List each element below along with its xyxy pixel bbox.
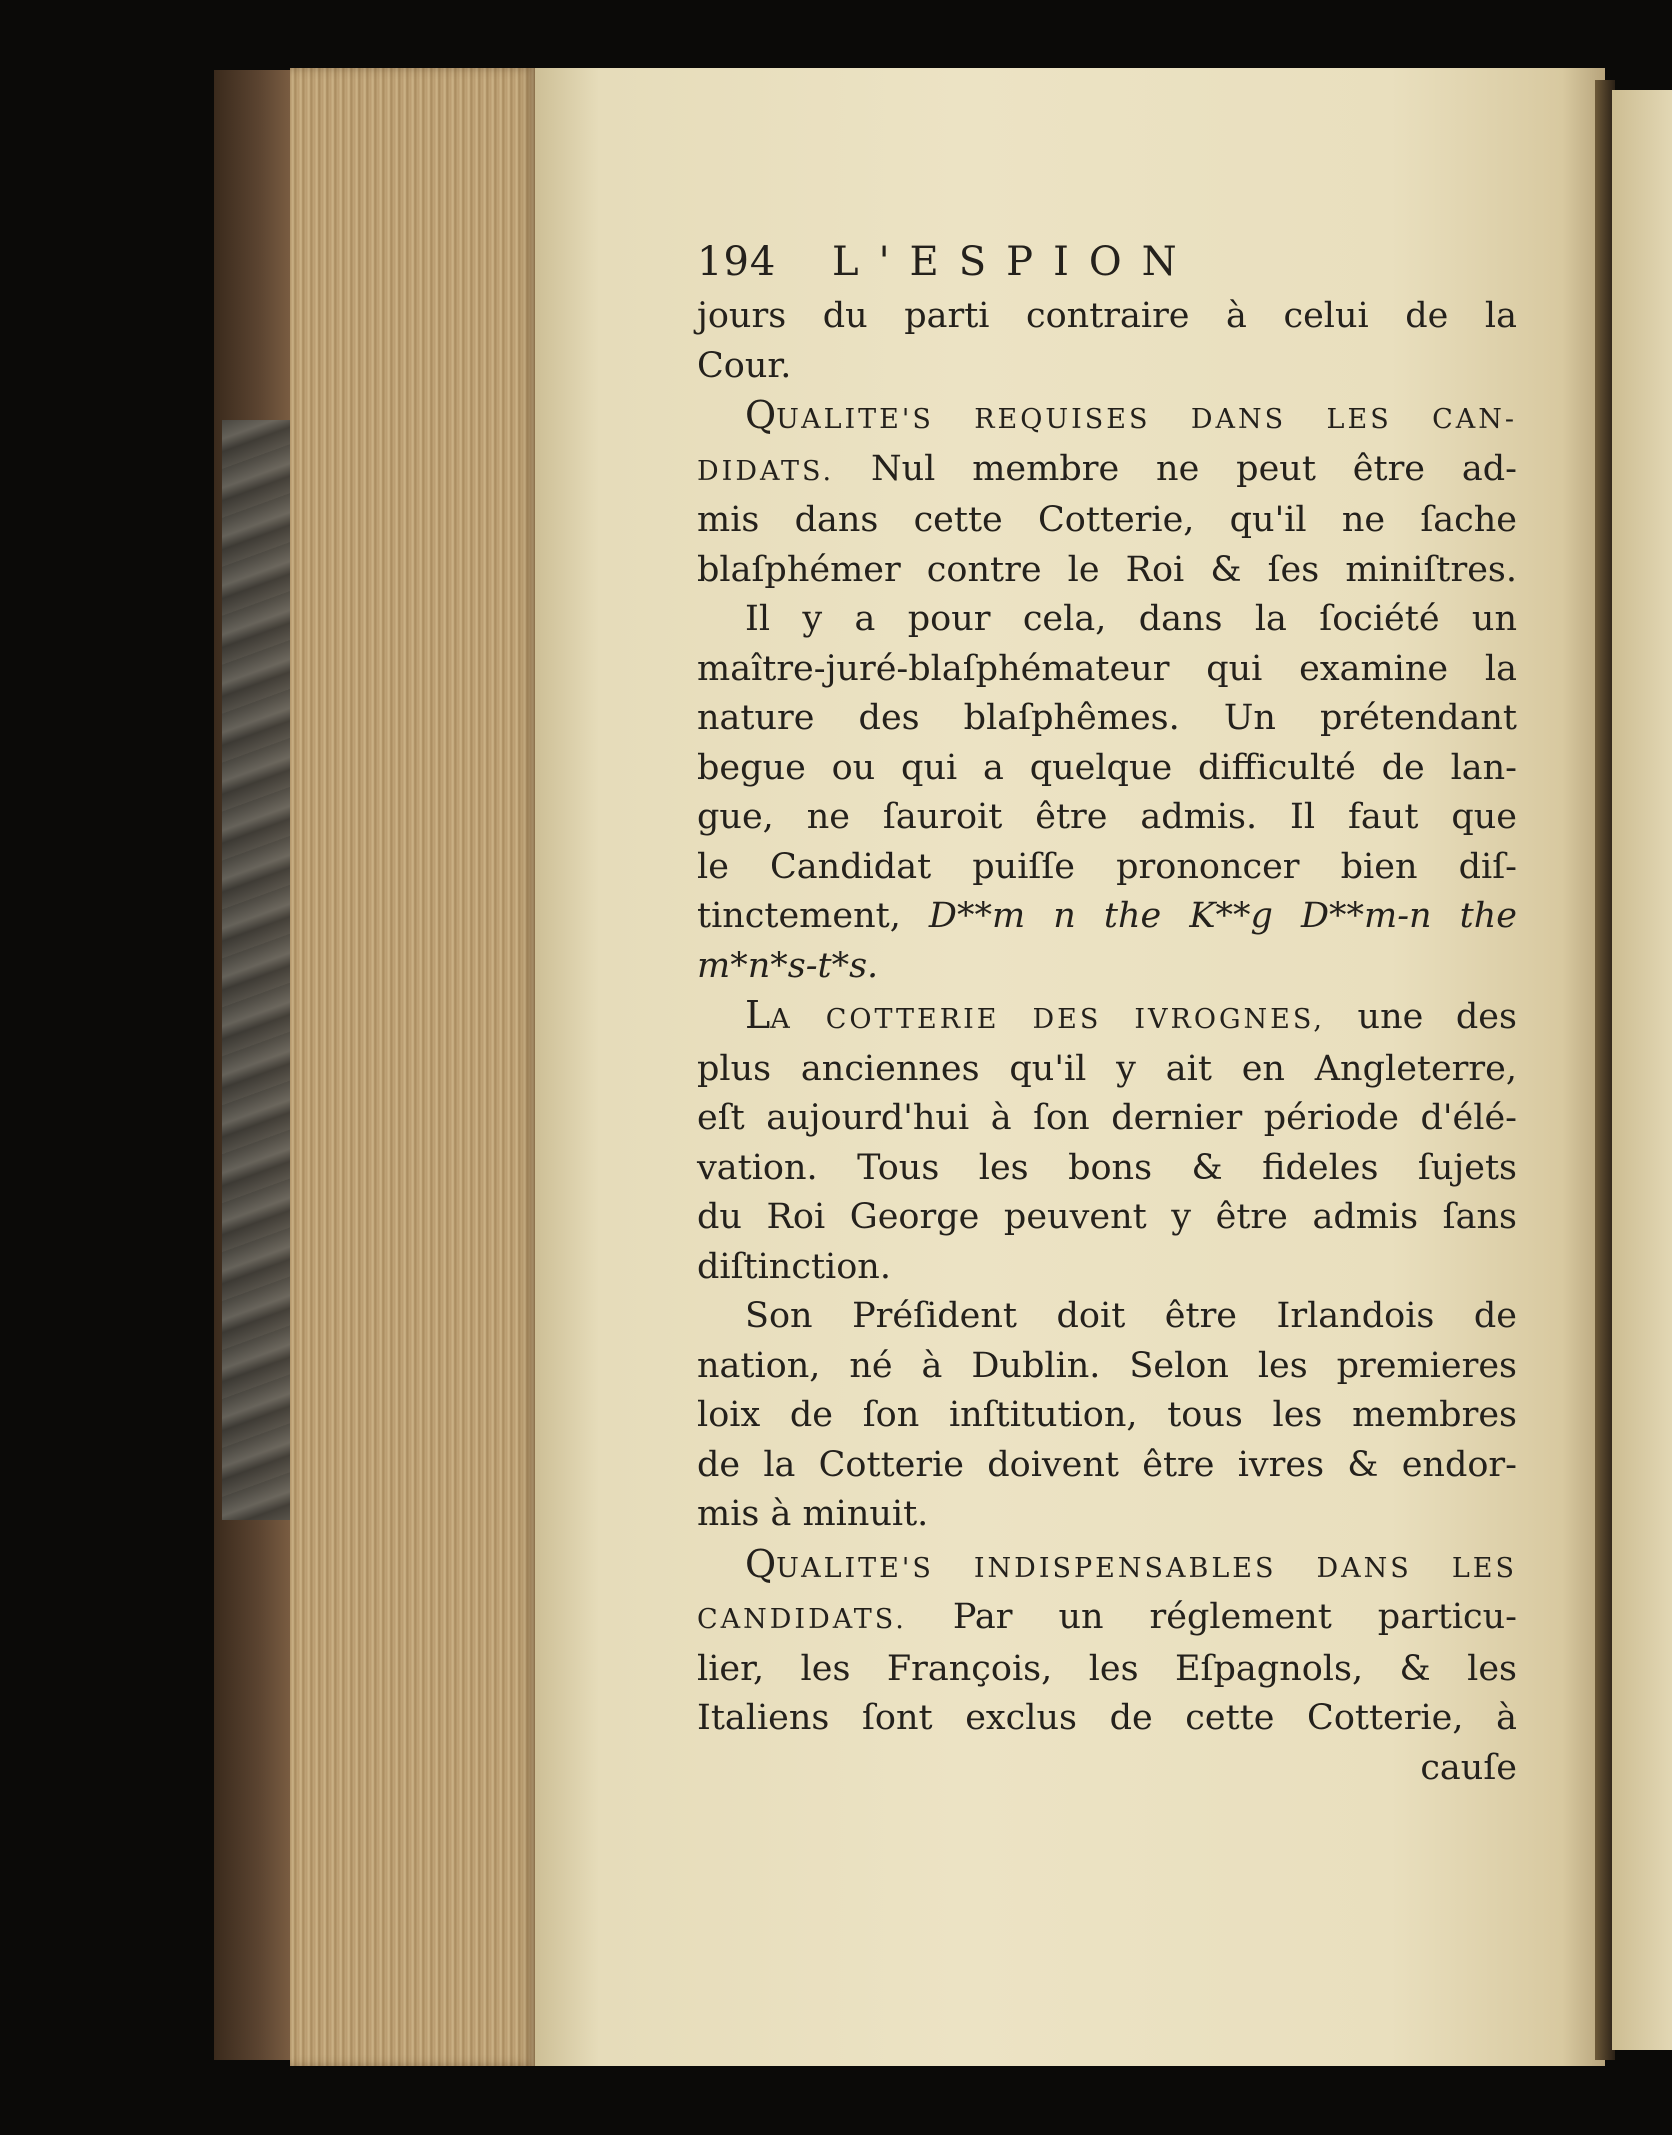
text-line [697,793,1517,843]
text-run: loix de ſon inſtitution, tous les membres [697,1395,1517,1435]
text-line [697,1094,1517,1144]
text-line [697,694,1517,744]
text-run: de la Cotterie doivent être ivres & endor- [697,1444,1517,1485]
text-line [697,942,1517,992]
text-run: gue, ne ſauroit être admis. Il faut que [697,797,1517,837]
text-line [697,645,1517,695]
text-line [697,445,1517,497]
text-line [697,1193,1517,1243]
text-line [697,595,1517,645]
text-run: Q [745,393,777,437]
text-run: maître-juré-blaſphémateur qui examine la [697,648,1517,689]
text-run: UALITE'S REQUISES DANS LES CAN- [776,404,1517,435]
text-run: le Candidat puiſſe prononcer bien diſ- [697,846,1517,887]
text-line [697,1490,1517,1540]
text-run: plus anciennes qu'il y ait en Angleterre, [697,1048,1517,1089]
text-line [697,1243,1517,1293]
text-line [697,1045,1517,1095]
text-run: cauſe [1420,1747,1517,1788]
text-line [697,1342,1517,1392]
text-line [697,1391,1517,1441]
text-line [697,1540,1517,1594]
text-line [697,546,1517,596]
text-run: m*n*s-t*s. [697,945,879,986]
text-run: Il y a pour cela, dans la ſociété un [745,599,1517,639]
running-title: L'ESPION [832,239,1197,285]
text-run: Son Préſident doit être Irlandois de [745,1296,1517,1336]
text-run: tinctement, [697,896,929,936]
text-line [697,292,1517,342]
page-text [697,232,1517,1793]
text-run: UALITE'S INDISPENSABLES DANS LES [776,1552,1517,1584]
page-number: 194 [697,239,777,285]
text-run: eſt aujourd'hui à ſon dernier période d'élé- [697,1098,1517,1138]
text-run: blaſphémer contre le Roi & ſes miniſtres. [697,549,1517,590]
text-run: une des [1325,997,1517,1037]
text-line [697,991,1517,1045]
text-run: Par un réglement particu- [906,1597,1517,1637]
text-line [697,1292,1517,1342]
text-line [697,1144,1517,1194]
text-run: nature des blaſphêmes. Un prétendant [697,698,1517,738]
marbled-cover [222,420,292,1520]
text-line [697,1645,1517,1695]
text-run: DIDATS. [697,455,835,487]
text-run: nation, né à Dublin. Selon les premieres [697,1345,1517,1386]
text-run: A COTTERIE DES IVROGNES, [770,1004,1325,1035]
text-line [697,1593,1517,1645]
text-line [697,892,1517,942]
text-run: vation. Tous les bons & fideles ſujets [697,1147,1517,1188]
page-edges [290,68,535,2066]
text-run: diſtinction. [697,1246,891,1287]
text-run: Italiens ſont exclus de cette Cotterie, à [697,1698,1517,1738]
text-run: Q [745,1541,777,1586]
text-run: Nul membre ne peut être ad- [834,448,1517,489]
text-run: du Roi George peuvent y être admis ſans [697,1197,1517,1237]
text-run: lier, les François, les Eſpagnols, & les [697,1648,1517,1689]
text-line [697,744,1517,794]
text-run: mis dans cette Cotterie, qu'il ne ſache [697,500,1517,540]
body-text [697,292,1517,1793]
text-run: Cour. [697,345,792,386]
text-run: begue ou qui a quelque difficulté de lan- [697,747,1517,788]
text-line [697,1744,1517,1794]
text-run: jours du parti contraire à celui de la [697,296,1517,336]
text-line [697,1441,1517,1491]
text-run: mis à minuit. [697,1494,929,1534]
text-line [697,496,1517,546]
text-line [697,391,1517,445]
text-line [697,1694,1517,1744]
text-run: L [745,993,771,1037]
text-run: CANDIDATS. [697,1604,907,1635]
text-line [697,843,1517,893]
text-line [697,342,1517,392]
facing-page-edge [1612,90,1672,2050]
text-run: D**m n the K**g D**m-n the [928,896,1517,936]
running-header [697,232,1517,292]
